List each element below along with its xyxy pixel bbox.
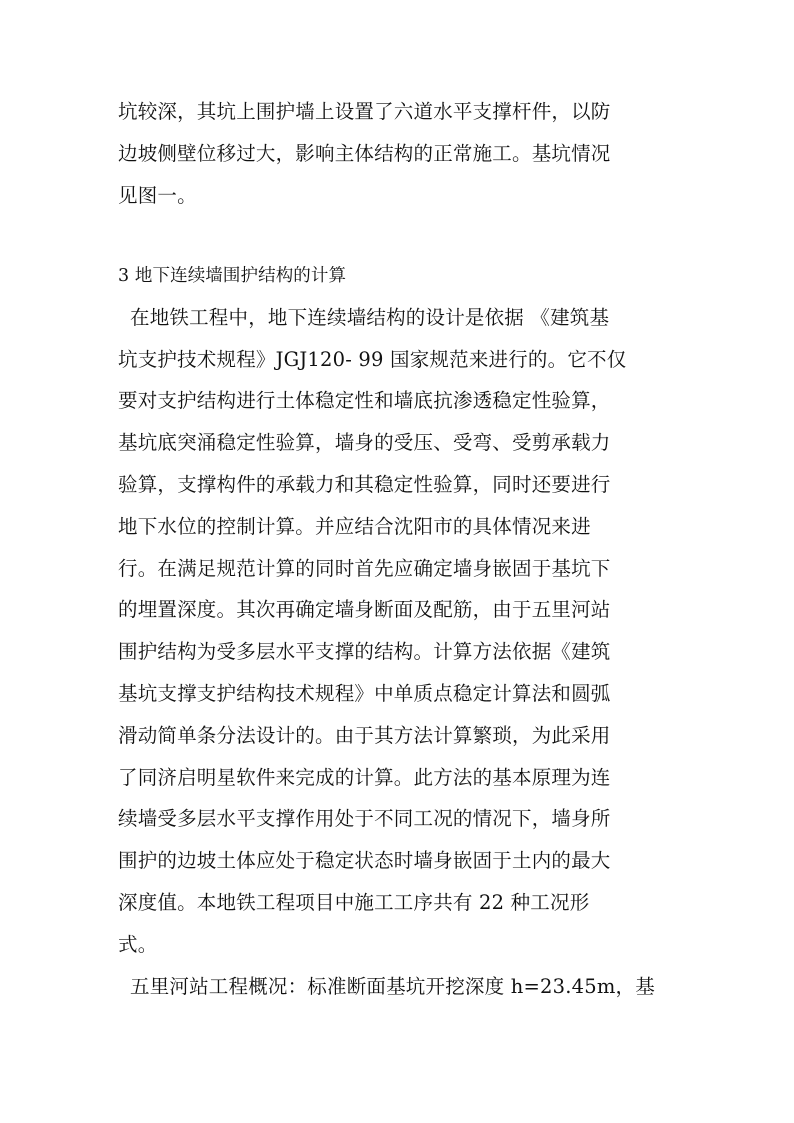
- paragraph-2-line-12: 了同济启明星软件来完成的计算。此方法的基本原理为连: [118, 766, 611, 789]
- paragraph-3-line-1: 五里河站工程概况：标准断面基坑开挖深度 h=23.45m，基: [130, 975, 655, 998]
- paragraph-2-line-2: 坑支护技术规程》JGJ120- 99 国家规范来进行的。它不仅: [118, 348, 627, 371]
- paragraph-2-line-10: 基坑支撑支护结构技术规程》中单质点稳定计算法和圆弧: [118, 682, 611, 705]
- paragraph-2-line-14: 围护的边坡土体应处于稳定状态时墙身嵌固于土内的最大: [118, 849, 611, 872]
- paragraph-2-line-1: 在地铁工程中，地下连续墙结构的设计是依据 《建筑基: [130, 306, 610, 329]
- paragraph-2-line-13: 续墙受多层水平支撑作用处于不同工况的情况下，墙身所: [118, 807, 611, 830]
- section-heading: 3 地下连续墙围护结构的计算: [118, 266, 347, 286]
- paragraph-1-line-1: 坑较深，其坑上围护墙上设置了六道水平支撑杆件，以防: [118, 100, 611, 123]
- paragraph-2-line-11: 滑动简单条分法设计的。由于其方法计算繁琐，为此采用: [118, 724, 611, 747]
- paragraph-2-line-3: 要对支护结构进行土体稳定性和墙底抗渗透稳定性验算，: [118, 389, 611, 412]
- paragraph-2-line-8: 的埋置深度。其次再确定墙身断面及配筋，由于五里河站: [118, 598, 611, 621]
- paragraph-2-line-15: 深度值。本地铁工程项目中施工工序共有 22 种工况形: [118, 891, 590, 914]
- paragraph-1-line-2: 边坡侧壁位移过大，影响主体结构的正常施工。基坑情况: [118, 142, 611, 165]
- paragraph-2-line-4: 基坑底突涌稳定性验算，墙身的受压、受弯、受剪承载力: [118, 431, 611, 454]
- paragraph-2-line-9: 围护结构为受多层水平支撑的结构。计算方法依据《建筑: [118, 640, 611, 663]
- paragraph-2-line-5: 验算，支撑构件的承载力和其稳定性验算，同时还要进行: [118, 473, 611, 496]
- paragraph-2-line-16: 式。: [118, 933, 158, 956]
- paragraph-2-line-6: 地下水位的控制计算。并应结合沈阳市的具体情况来进: [118, 515, 591, 538]
- paragraph-1-line-3: 见图一。: [118, 184, 197, 207]
- paragraph-2-line-7: 行。在满足规范计算的同时首先应确定墙身嵌固于基坑下: [118, 557, 611, 580]
